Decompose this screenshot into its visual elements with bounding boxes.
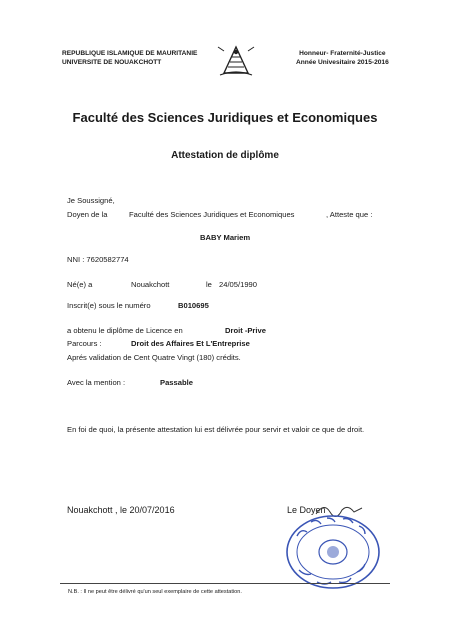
parcours-label: Parcours : [67, 339, 102, 348]
faculty-title: Faculté des Sciences Juridiques et Economiques [72, 110, 378, 125]
header-university: UNIVERSITE DE NOUAKCHOTT [62, 59, 162, 66]
doyen-faculty: Faculté des Sciences Juridiques et Economiques [129, 210, 295, 219]
diploma-field: Droit -Prive [225, 326, 266, 335]
official-stamp-icon [281, 512, 385, 592]
footer-note: N.B. : Il ne peut être délivré qu'un seul exemplaire de cette attestation. [68, 589, 242, 595]
registration-number: B010695 [178, 301, 209, 310]
mention-value: Passable [160, 378, 193, 387]
mention-label: Avec la mention : [67, 378, 126, 387]
student-name: BABY Mariem [200, 233, 251, 242]
registration-label: Inscrit(e) sous le numéro [67, 301, 151, 310]
doyen-label: Doyen de la [67, 210, 108, 219]
birth-label: Né(e) a [67, 280, 93, 289]
signer-title: Le Doyen [287, 505, 326, 515]
header-motto: Honneur- Fraternité-Justice [299, 50, 386, 57]
footer-divider [60, 583, 390, 584]
birth-date-label: le [206, 280, 212, 289]
closing-paragraph: En foi de quoi, la présente attestation lui est délivrée pour servir et valoir ce que de droit. [67, 425, 365, 434]
soussigne-text: Je Soussigné, [67, 196, 115, 205]
university-logo-icon [214, 41, 258, 81]
place-date: Nouakchott , le 20/07/2016 [67, 505, 175, 515]
nni-text: NNI : 7620582774 [67, 255, 129, 264]
header-academic-year: Année Univesitaire 2015-2016 [296, 59, 389, 66]
birth-date: 24/05/1990 [219, 280, 258, 289]
header-left [62, 49, 197, 67]
diploma-label: a obtenu le diplôme de Licence en [67, 326, 183, 335]
birth-place: Nouakchott [131, 280, 170, 289]
parcours-value: Droit des Affaires Et L'Entreprise [131, 339, 250, 348]
atteste-text: , Atteste que : [326, 210, 373, 219]
header-republic: REPUBLIQUE ISLAMIQUE DE MAURITANIE [62, 50, 198, 57]
validation-text: Aprés validation de Cent Quatre Vingt (180) crédits. [67, 353, 241, 362]
document-title: Attestation de diplôme [171, 150, 279, 161]
header-right [296, 49, 389, 67]
